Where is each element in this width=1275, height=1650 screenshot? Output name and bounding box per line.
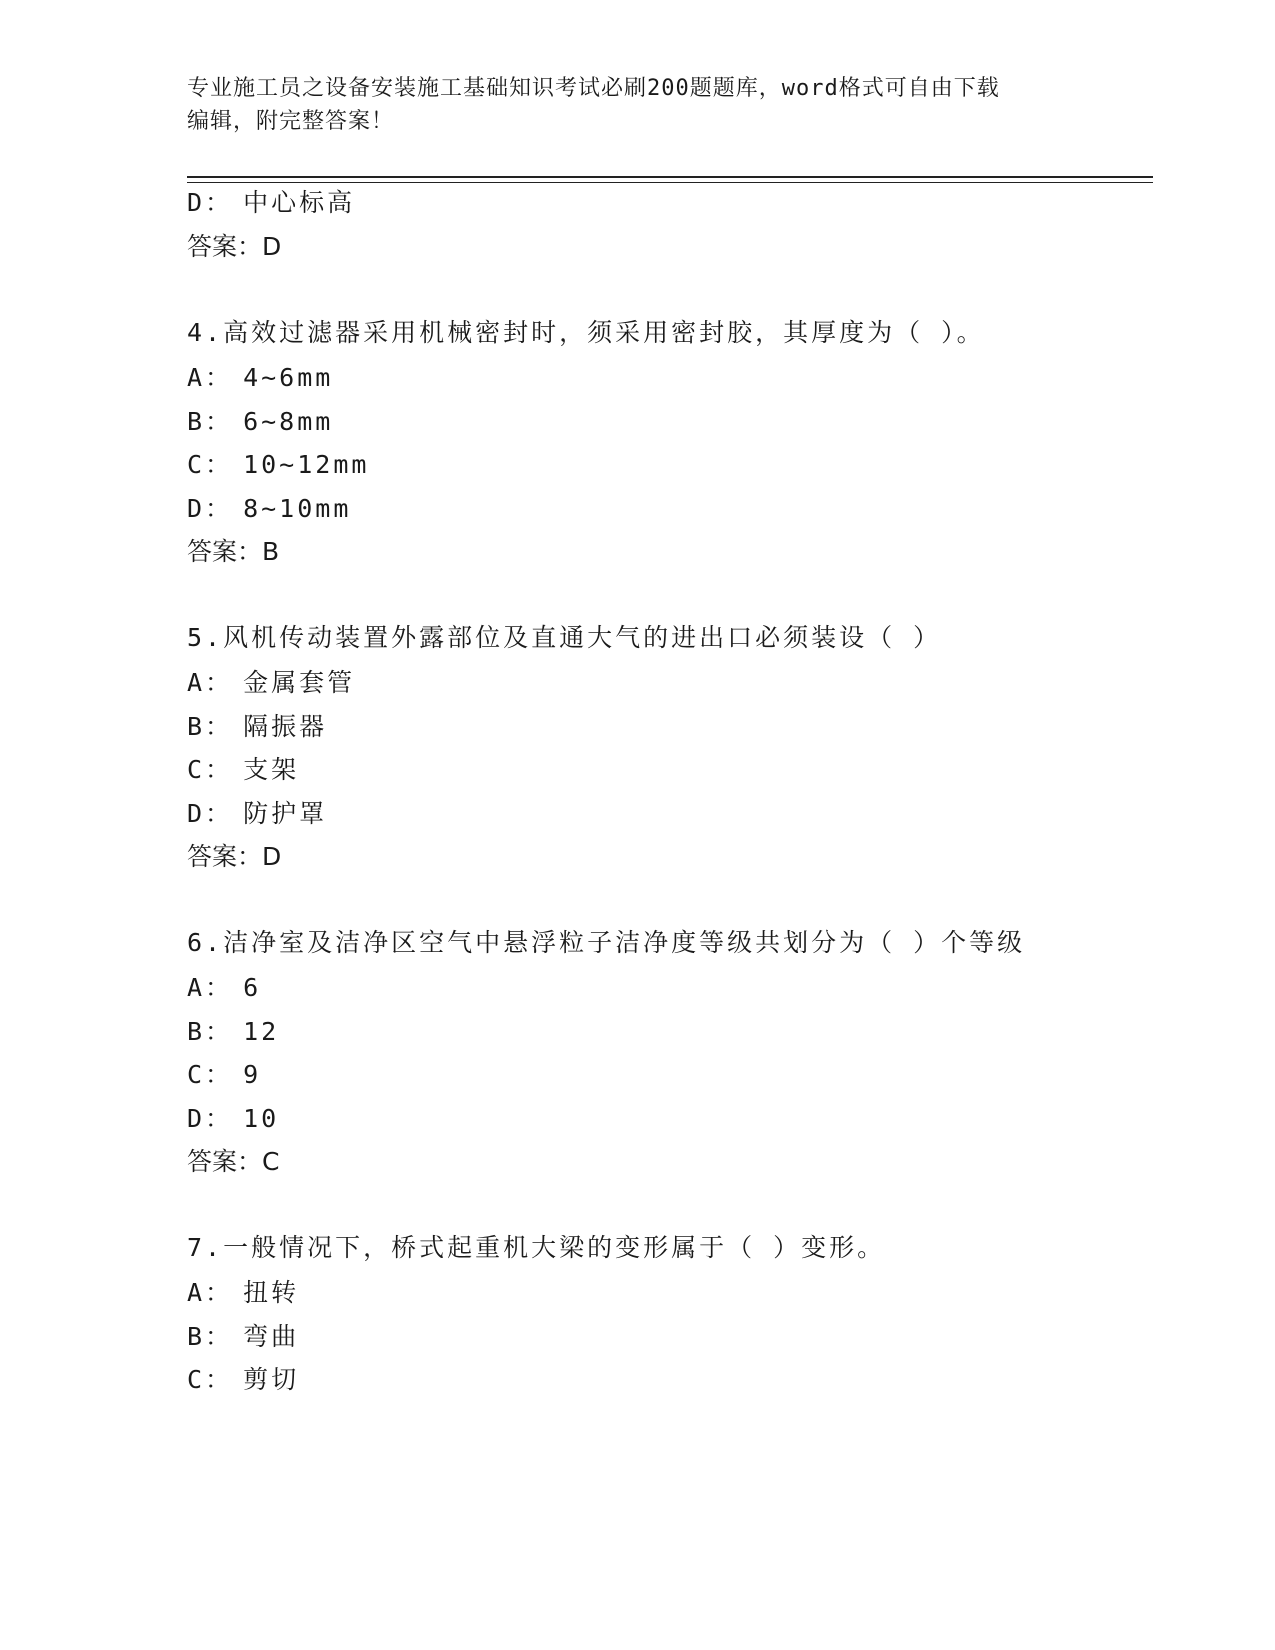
q5-option-d: [187, 797, 327, 831]
option-text: 中心标高: [243, 188, 356, 217]
q4-answer: 答案：B: [187, 537, 280, 566]
header-line-1: 专业施工员之设备安装施工基础知识考试必刷200题题库，word格式可自由下载: [187, 76, 1000, 101]
option-text: 6: [243, 973, 262, 1002]
q7-option-c: [187, 1363, 299, 1397]
option-label: C：: [187, 1060, 234, 1089]
option-text: 10: [243, 1104, 280, 1133]
option-text: 10~12mm: [243, 450, 370, 479]
header-rule-thick: [187, 176, 1153, 178]
option-label: B：: [187, 407, 234, 436]
q3-option-d: [187, 186, 355, 220]
option-label: A：: [187, 363, 234, 392]
q7-option-a: [187, 1276, 299, 1310]
q6-option-a: [187, 971, 261, 1005]
option-label: D：: [187, 799, 234, 828]
option-label: C：: [187, 1365, 234, 1394]
q5-question: 5.风机传动装置外露部位及直通大气的进出口必须装设（ ）: [187, 623, 942, 652]
q5-option-b: [187, 710, 327, 744]
option-text: 扭转: [243, 1278, 300, 1307]
q5-option-c: [187, 753, 299, 787]
q4-option-c: [187, 448, 369, 482]
q5-option-a: [187, 666, 355, 700]
q6-answer: 答案：C: [187, 1147, 280, 1176]
q4-question: 4.高效过滤器采用机械密封时，须采用密封胶，其厚度为（ ）。: [187, 318, 985, 347]
q6-option-c: [187, 1058, 261, 1092]
header-rule-thin: [187, 182, 1153, 183]
option-label: D：: [187, 494, 234, 523]
q4-option-d: [187, 492, 351, 526]
q7-option-b: [187, 1320, 299, 1354]
option-label: D：: [187, 1104, 234, 1133]
q6-option-d: [187, 1102, 279, 1136]
option-label: A：: [187, 973, 234, 1002]
option-label: B：: [187, 1017, 234, 1046]
option-label: A：: [187, 668, 234, 697]
q5-answer: 答案：D: [187, 842, 282, 871]
option-text: 弯曲: [243, 1322, 300, 1351]
option-text: 隔振器: [243, 712, 328, 741]
q7-question: 7.一般情况下，桥式起重机大梁的变形属于（ ）变形。: [187, 1233, 886, 1262]
option-text: 4~6mm: [243, 363, 334, 392]
q4-option-a: [187, 361, 333, 395]
option-label: B：: [187, 1322, 234, 1351]
option-text: 剪切: [243, 1365, 300, 1394]
document-header: [187, 72, 1067, 138]
header-line-2: 编辑，附完整答案！: [187, 109, 395, 134]
option-label: B：: [187, 712, 234, 741]
option-text: 支架: [243, 755, 300, 784]
option-label: D：: [187, 188, 234, 217]
option-label: A：: [187, 1278, 234, 1307]
option-text: 8~10mm: [243, 494, 352, 523]
q6-option-b: [187, 1015, 279, 1049]
option-text: 金属套管: [243, 668, 356, 697]
option-text: 6~8mm: [243, 407, 334, 436]
q4-option-b: [187, 405, 333, 439]
q3-answer: 答案：D: [187, 232, 282, 261]
option-label: C：: [187, 450, 234, 479]
option-text: 防护罩: [243, 799, 328, 828]
option-text: 9: [243, 1060, 262, 1089]
option-label: C：: [187, 755, 234, 784]
option-text: 12: [243, 1017, 280, 1046]
q6-question: 6.洁净室及洁净区空气中悬浮粒子洁净度等级共划分为（ ）个等级: [187, 928, 1026, 957]
